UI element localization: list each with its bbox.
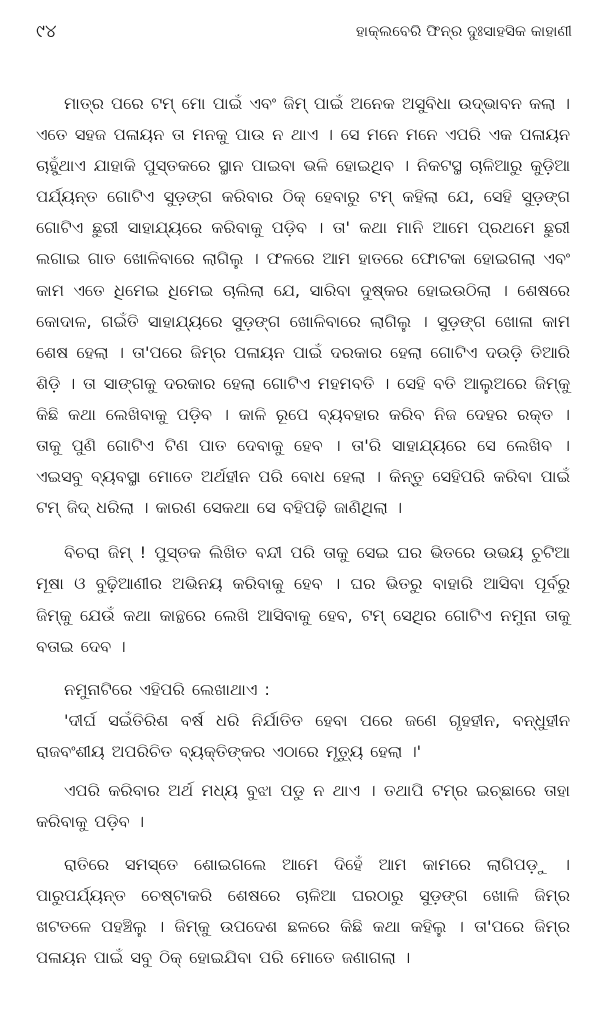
running-title: ହାକ୍‌ଲବେରି ଫିନ୍‌ର ଦୁଃସାହସିକ କାହାଣୀ — [355, 22, 572, 40]
body-text — [36, 88, 570, 974]
paragraph-3: ନମୁନାଟିରେ ଏହିପରି ଲେଖାଥାଏ : — [64, 679, 270, 699]
page-header — [36, 14, 572, 48]
paragraph-1: ମାତ୍ର ପରେ ଟମ୍ ମୋ ପାଇଁ ଏବଂ ଜିମ୍ ପାଇଁ ଅନେକ ଅସୁବିଧା ଉଦ୍ଭାବନ କଲା । ଏତେ ସହଜ ପଳାୟନ ତା ମନକୁ ପାଉ ନ ଥାଏ । ସେ ମନେ ମନେ ଏପରି ଏକ ପଳାୟନ ଚାହୁଁଥାଏ ଯାହାକି ପୁସ୍ତକରେ ସ୍ଥାନ ପାଇବା ଭଳି ହୋଇଥିବ । ନିକଟସ୍ଥ ଚାଳିଆରୁ କୁଡ଼ିଆ ପର୍ଯ୍ୟନ୍ତ ଗୋଟିଏ ସୁଡ଼ଙ୍ଗ କରିବାର ଠିକ୍ ହେବାରୁ ଟମ୍ କହିଲା ଯେ, ସେହି ସୁଡ଼ଙ୍ଗ ଗୋଟିଏ ଛୁରୀ ସାହାଯ୍ୟରେ କରିବାକୁ ପଡ଼ିବ । ତା' କଥା ମାନି ଆମେ ପ୍ରଥମେ ଛୁରୀ ଲଗାଇ ଗାତ ଖୋଳିବାରେ ଲାଗିଲୁ । ଫଳରେ ଆମ ହାତରେ ଫୋଟକା ହୋଇଗଲା ଏବଂ କାମ ଏତେ ଧିମେଇ ଧିମେଇ ଚାଲିଲା ଯେ, ସାରିବା ଦୁଷ୍କର ହୋଇଉଠିଲା । ଶେଷରେ କୋଦାଳ, ଗଇଁତି ସାହାଯ୍ୟରେ ସୁଡ଼ଙ୍ଗ ଖୋଳିବାରେ ଲାଗିଲୁ । ସୁଡ଼ଙ୍ଗ ଖୋଳା କାମ ଶେଷ ହେଲା । ତା'ପରେ ଜିମ୍‌ର ପଳାୟନ ପାଇଁ ଦରକାର ହେଲା ଗୋଟିଏ ଦଉଡ଼ି ତିଆରି ଶିଡ଼ି । ତା ସାଙ୍ଗକୁ ଦରକାର ହେଲା ଗୋଟିଏ ମହମବତି । ସେହି ବତି ଆଲୁଅରେ ଜିମ୍‌କୁ କିଛି କଥା ଲେଖିବାକୁ ପଡ଼ିବ । କାଳି ରୂପେ ବ୍ୟବହାର କରିବ ନିଜ ଦେହର ରକ୍ତ । ତାକୁ ପୁଣି ଗୋଟିଏ ଟିଣ ପାତ ଦେବାକୁ ହେବ । ତା'ରି ସାହାଯ୍ୟରେ ସେ ଲେଖିବ । ଏଇସବୁ ବ୍ୟବସ୍ଥା ମୋତେ ଅର୍ଥହୀନ ପରି ବୋଧ ହେଲା । କିନ୍ତୁ ସେହିପରି କରିବା ପାଇଁ ଟମ୍ ଜିଦ୍ ଧରିଲା । କାରଣ ସେକଥା ସେ ବହିପଢ଼ି ଜାଣିଥିଲା । — [36, 94, 570, 518]
paragraph-6: ରାତିରେ ସମସ୍ତେ ଶୋଇଗଲେ ଆମେ ଦିହେଁ ଆମ କାମରେ ଲାଗିପଡ଼ୁ । ପାରୁପର୍ଯ୍ୟନ୍ତ ଚେଷ୍ଟାକରି ଶେଷରେ ଚାଳିଆ ଘରଠାରୁ ସୁଡ଼ଙ୍ଗ ଖୋଳି ଜିମ୍‌ର ଖଟତଳେ ପହଞ୍ଚିଲୁ । ଜିମ୍‌କୁ ଉପଦେଶ ଛଳରେ କିଛି କଥା କହିଲୁ । ତା'ପରେ ଜିମ୍‌ର ପଳାୟନ ପାଇଁ ସବୁ ଠିକ୍ ହୋଇଯିବା ପରି ମୋତେ ଜଣାଗଲା । — [36, 855, 570, 968]
paragraph-2: ବିଚରା ଜିମ୍ ! ପୁସ୍ତକ ଲିଖିତ ବନ୍ଦୀ ପରି ତାକୁ ସେଇ ଘର ଭିତରେ ଉଭୟ ଚୁଟିଆ ମୂଷା ଓ ବୁଢ଼ିଆଣୀର ଅଭିନୟ କରିବାକୁ ହେବ । ଘର ଭିତରୁ ବାହାରି ଆସିବା ପୂର୍ବରୁ ଜିମ୍‌କୁ ଯେଉଁ କଥା କାନ୍ଥରେ ଲେଖି ଆସିବାକୁ ହେବ, ଟମ୍ ସେଥିର ଗୋଟିଏ ନମୁନା ତାକୁ ବତାଇ ଦେବ । — [36, 543, 570, 656]
page-number: ୯୪ — [36, 20, 57, 42]
quoted-inscription: 'ଦୀର୍ଘ ସଇଁତିରିଶ ବର୍ଷ ଧରି ନିର୍ଯାତିତ ହେବା ପରେ ଜଣେ ଗୃହହୀନ, ବନ୍ଧୁହୀନ ରାଜବଂଶୀୟ ଅପରିଚିତ ବ୍ୟକ୍ତିଙ୍କର ଏଠାରେ ମୃତ୍ୟୁ ହେଲା ।' — [36, 710, 570, 761]
paragraph-5: ଏପରି କରିବାର ଅର୍ଥ ମଧ୍ୟ ବୁଝା ପଡୁ ନ ଥାଏ । ତଥାପି ଟମ୍‌ର ଇଚ୍ଛାରେ ତାହା କରିବାକୁ ପଡ଼ିବ । — [36, 780, 570, 832]
